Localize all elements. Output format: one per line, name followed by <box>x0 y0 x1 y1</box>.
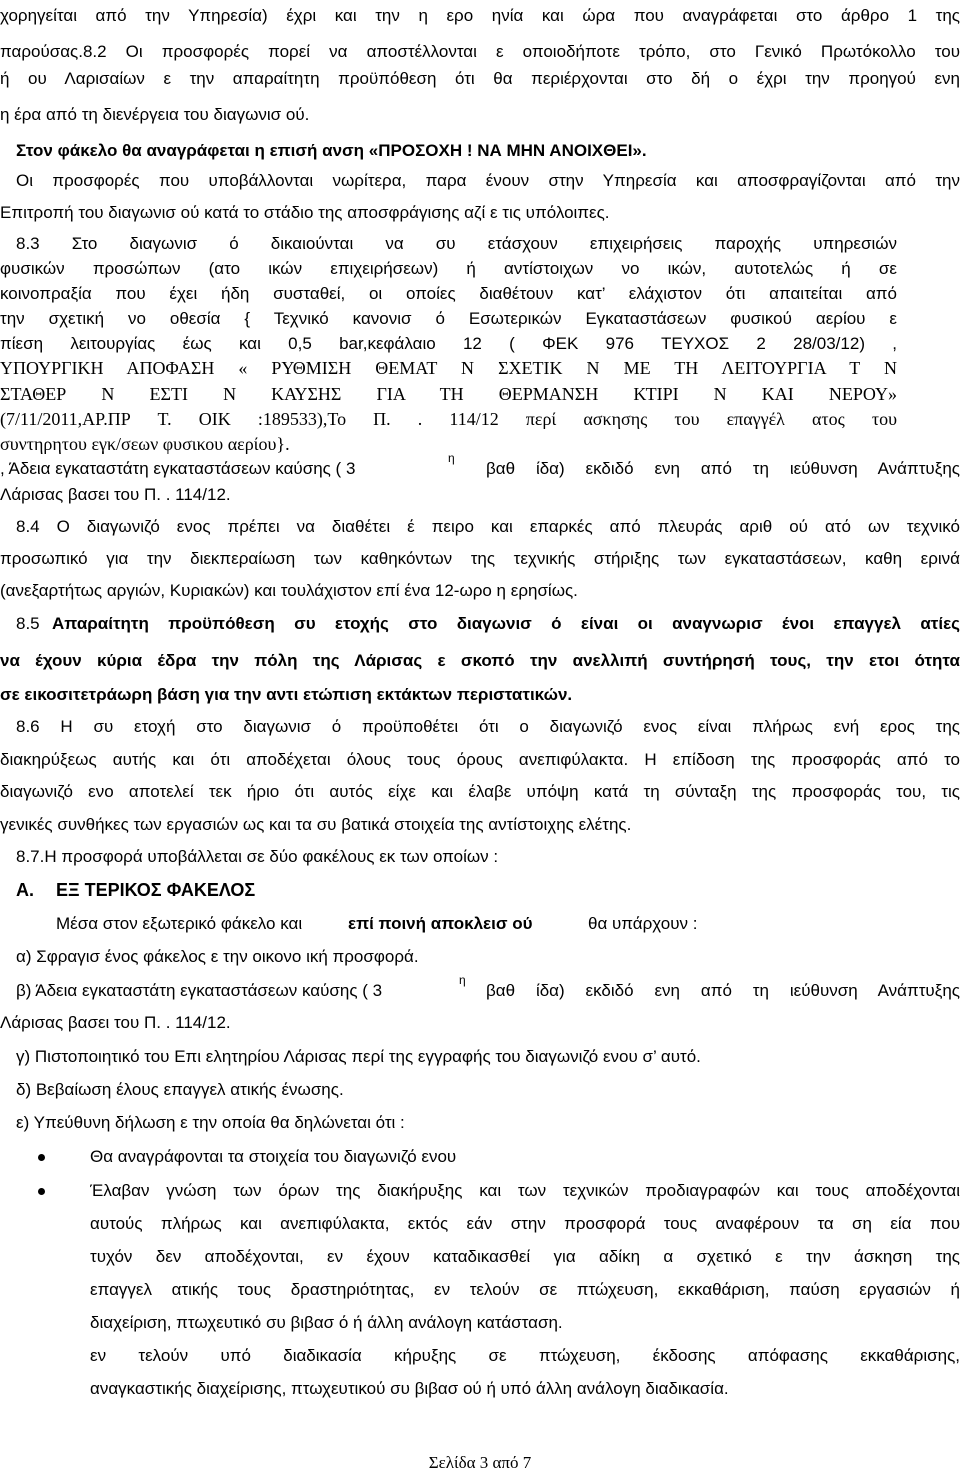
bullet-icon <box>38 1188 45 1195</box>
text-line: παρούσας.8.2 Οι προσφορές πορεί να αποστέλλονται ε οποιοδήποτε τρόπο, στο Γενικό Πρωτόκολλο του <box>0 42 960 61</box>
superscript: η <box>448 451 455 465</box>
bullet-text: τυχόν δεν αποδέχονται, εν έχουν καταδικασθεί για αδίκη α σχετικό ε την άσκηση της <box>90 1247 960 1266</box>
text-line: φυσικών προσώπων (ατο ικών επιχειρήσεων) ή αντίστοιχων νο ικών, αυτοτελώς ή σε <box>0 259 897 278</box>
text-line: ή ου Λαρισαίων ε την απαραίτητη προϋπόθεση ότι θα περιέρχονται στο δή ο έχρι την προηγού ενη <box>0 69 960 88</box>
text-line: κοινοπραξία που έχει ήδη συσταθεί, οι οποίες διαθέτουν κατ’ ελάχιστον ότι απαιτείται από <box>0 284 897 303</box>
text-line: 8.6 Η συ ετοχή στο διαγωνισ ό προϋποθέτει ότι ο διαγωνιζό ενος είναι πλήρως ενή ερος της <box>16 717 960 736</box>
text-line: (ανεξαρτήτως αργιών, Κυριακών) και τουλάχιστον επί ένα 12-ωρο η ερησίως. <box>0 581 578 600</box>
list-item: δ) Βεβαίωση έλους επαγγελ ατικής ένωσης. <box>16 1080 344 1099</box>
text-line: 8.7.Η προσφορά υποβάλλεται σε δύο φακέλους εκ των οποίων : <box>16 847 499 866</box>
bullet-text: διαχείριση, πτωχευτικό συ βιβασ ό ή άλλη ανάλογη κατάσταση. <box>90 1313 563 1332</box>
envelope-notice: Στον φάκελο θα αναγράφεται η επισή ανση «ΠΡΟΣΟΧΗ ! ΝΑ ΜΗΝ ΑΝΟΙΧΘΕΙ». <box>16 141 647 160</box>
text-line: (7/11/2011,ΑΡ.ΠΡ Τ. ΟΙΚ :189533),Το Π. . 114/12 περί ασκησης του επαγγέλ ατος του <box>0 409 897 429</box>
list-item: γ) Πιστοποιητικό του Επι ελητηρίου Λάρισας περί της εγγραφής του διαγωνιζό ενου σ’ αυτό. <box>16 1047 701 1066</box>
text-line: χορηγείται από την Υπηρεσία) έχρι και την η ερο ηνία και ώρα που αναγράφεται στο άρθρο 1 της <box>0 6 960 25</box>
paragraph-text: αναγκαστικής διαχείρισης, πτωχευτικού συ βιβασ ού ή υπό άλλη ανάλογη διαδικασία. <box>90 1379 729 1398</box>
text-line: , Άδεια εγκαταστάτη εγκαταστάσεων καύσης ( 3 <box>0 459 356 478</box>
text-line: την σχετική νο οθεσία { Τεχνικό κανονισ ό Εσωτερικών Εγκαταστάσεων φυσικού αερίου ε <box>0 309 897 328</box>
bullet-text: Έλαβαν γνώση των όρων της διακήρυξης και των τεχνικών προδιαγραφών και τους αποδέχονται <box>90 1181 960 1200</box>
list-item: β) Άδεια εγκαταστάτη εγκαταστάσεων καύσης ( 3 <box>16 981 383 1000</box>
heading-label: Α. <box>16 880 34 900</box>
text-line: γενικές συνθήκες των εργασιών ως και τα συ βατικά στοιχεία της αντίστοιχης ελέτης. <box>0 815 632 834</box>
text-line: σε εικοσιτετράωρη βάση για την αντι ετώπιση εκτάκτων περιστατικών. <box>0 685 573 704</box>
text-line: βαθ ίδα) εκδιδό ενη από τη ιεύθυνση Ανάπτυξης <box>486 981 960 1000</box>
text-line: ΣΤΑΘΕΡ Ν ΕΣΤΙ Ν ΚΑΥΣΗΣ ΓΙΑ ΤΗ ΘΕΡΜΑΝΣΗ ΚΤΙΡΙ Ν ΚΑΙ ΝΕΡΟΥ» <box>0 384 897 404</box>
list-item: ε) Υπεύθυνη δήλωση ε την οποία θα δηλώνεται ότι : <box>16 1113 405 1132</box>
heading-outer-envelope: ΕΞ ΤΕΡΙΚΟΣ ΦΑΚΕΛΟΣ <box>56 880 256 900</box>
superscript: η <box>459 973 466 987</box>
text-line: ΥΠΟΥΡΓΙΚΗ ΑΠΟΦΑΣΗ « ΡΥΘΜΙΣΗ ΘΕΜΑΤ Ν ΣΧΕΤΙΚ Ν ΜΕ ΤΗ ΛΕΙΤΟΥΡΓΙΑ Τ Ν <box>0 358 897 378</box>
text-line-bold: επί ποινή αποκλεισ ού <box>348 914 533 933</box>
text-line: προσωπικό για την διεκπεραίωση των καθηκόντων της τεχνικής στήριξης των εγκαταστάσεων, καθη ερινά <box>0 549 960 568</box>
bullet-icon <box>38 1154 45 1161</box>
text-line: 8.3 Στο διαγωνισ ό δικαιούνται να συ ετάσχουν επιχειρήσεις παροχής υπηρεσιών <box>16 234 897 253</box>
text-line: βαθ ίδα) εκδιδό ενη από τη ιεύθυνση Ανάπτυξης <box>486 459 960 478</box>
bullet-text: αυτούς πλήρως και ανεπιφύλακτα, εκτός εάν στην προσφορά τους αναφέρουν τα ση εία που <box>90 1214 960 1233</box>
text-line: διαγωνιζό ενο αποτελεί τεκ ήριο ότι αυτός είχε και έλαβε υπόψη κατά τη σύνταξη της προσφοράς του, τις <box>0 782 960 801</box>
text-line: Οι προσφορές που υποβάλλονται νωρίτερα, παρα ένουν στην Υπηρεσία και αποσφραγίζονται από την <box>16 171 960 190</box>
paragraph-text: εν τελούν υπό διαδικασία κήρυξης σε πτώχευση, έκδοσης απόφασης εκκαθάρισης, <box>90 1346 960 1365</box>
text-line: θα υπάρχουν : <box>588 914 698 933</box>
text-line: Επιτροπή του διαγωνισ ού κατά το στάδιο της αποσφράγισης αζί ε τις υπόλοιπες. <box>0 203 610 222</box>
page-number-footer: Σελίδα 3 από 7 <box>428 1453 532 1472</box>
text-line: 8.4 Ο διαγωνιζό ενος πρέπει να διαθέτει έ πειρο και επαρκές από πλευράς αριθ ού ατό ων τεχνικό <box>16 517 960 536</box>
text-line: να έχουν κύρια έδρα την πόλη της Λάρισας ε σκοπό την ανελλιπή συντήρησή τους, την ετοι ότητα <box>0 651 960 670</box>
section-number: 8.5 <box>16 614 40 633</box>
text-line: Απαραίτητη προϋπόθεση συ ετοχής στο διαγωνισ ό είναι οι αναγνωρισ ένοι επαγγελ ατίες <box>52 614 960 633</box>
text-line: πίεση λειτουργίας έως και 0,5 bar,κεφάλαιο 12 ( ΦΕΚ 976 ΤΕΥΧΟΣ 2 28/03/12) , <box>0 334 897 353</box>
text-line: συντηρητου εγκ/σεων φυσικου αερίου}. <box>0 434 290 454</box>
text-line: Λάρισας βασει του Π. . 114/12. <box>0 1013 231 1032</box>
text-line: Λάρισας βασει του Π. . 114/12. <box>0 485 231 504</box>
bullet-text: Θα αναγράφονται τα στοιχεία του διαγωνιζό ενου <box>90 1147 457 1166</box>
text-line: Μέσα στον εξωτερικό φάκελο και <box>56 914 303 933</box>
text-line: διακηρύξεως αυτής και ότι αποδέχεται όλους τους όρους ανεπιφύλακτα. Η επίδοση της προσφοράς από το <box>0 750 960 769</box>
list-item: α) Σφραγισ ένος φάκελος ε την οικονο ική προσφορά. <box>16 947 419 966</box>
bullet-text: επαγγελ ατικής τους δραστηριότητας, εν τελούν σε πτώχευση, εκκαθάριση, παύση εργασιών ή <box>90 1280 960 1299</box>
text-line: η έρα από τη διενέργεια του διαγωνισ ού. <box>0 105 310 124</box>
